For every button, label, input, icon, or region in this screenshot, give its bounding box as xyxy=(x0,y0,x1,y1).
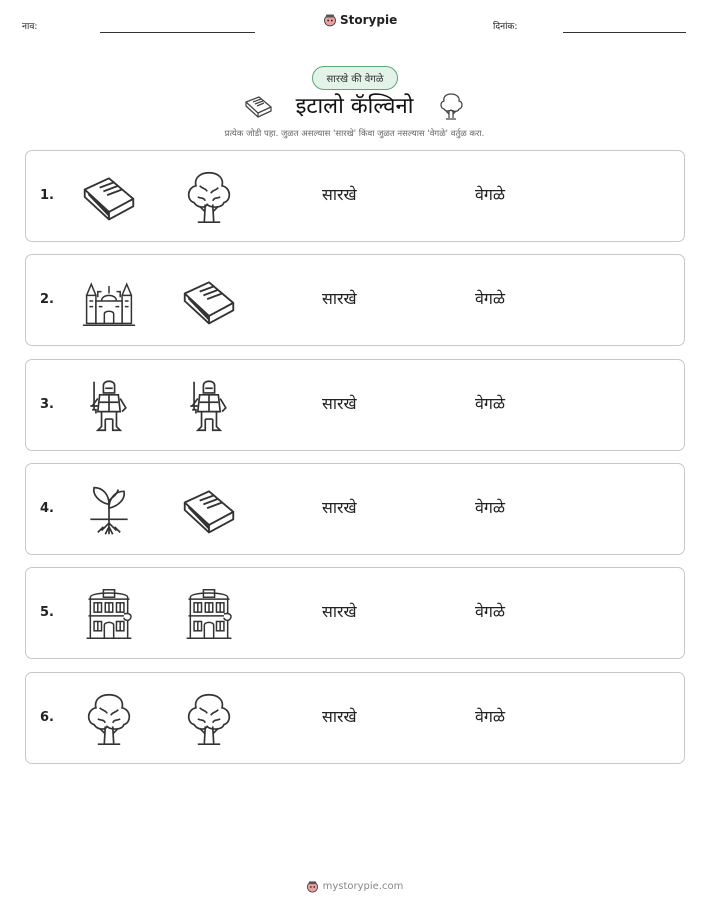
option-different[interactable]: वेगळे xyxy=(475,706,506,726)
exercise-row xyxy=(25,359,685,451)
row-number: 3. xyxy=(40,396,54,412)
option-same[interactable]: सारखे xyxy=(322,185,357,204)
option-same[interactable]: सारखे xyxy=(322,393,357,413)
option-different[interactable]: वेगळे xyxy=(475,602,506,622)
row-number: 4. xyxy=(40,500,54,516)
book-icon xyxy=(81,169,137,225)
footer-url[interactable]: mystorypie.com xyxy=(322,881,404,892)
option-same[interactable]: सारखे xyxy=(322,706,357,726)
row-number: 5. xyxy=(40,605,54,621)
date-label: दिनांक: xyxy=(493,22,518,32)
book-icon xyxy=(181,273,237,329)
date-line[interactable] xyxy=(563,32,686,33)
knight-icon xyxy=(181,378,237,434)
row-number: 1. xyxy=(40,188,54,203)
option-different[interactable]: वेगळे xyxy=(475,393,506,413)
worksheet-type-badge: सारखे की वेगळे xyxy=(312,66,398,90)
knight-icon xyxy=(81,378,137,434)
tree-icon xyxy=(181,691,237,747)
storypie-mascot-icon xyxy=(306,880,319,893)
house-icon xyxy=(81,586,137,642)
footer xyxy=(0,880,709,893)
exercise-row xyxy=(25,150,685,242)
castle-icon xyxy=(81,273,137,329)
name-line[interactable] xyxy=(100,32,255,33)
option-same[interactable]: सारखे xyxy=(322,602,357,622)
row-number: 2. xyxy=(40,292,54,308)
page-title: इटालो कॅल्विनो xyxy=(295,94,414,119)
row-number: 6. xyxy=(40,709,54,725)
tree-icon xyxy=(437,91,465,121)
option-same[interactable]: सारखे xyxy=(322,497,357,517)
house-icon xyxy=(181,586,237,642)
option-different[interactable]: वेगळे xyxy=(475,497,506,517)
book-icon xyxy=(181,482,237,538)
option-different[interactable]: वेगळे xyxy=(475,289,506,309)
instructions: प्रत्येक जोडी पहा. जुळत असल्यास 'सारखे' किंवा जुळत नसल्यास 'वेगळे' वर्तुळ करा. xyxy=(224,129,485,139)
brand-logo xyxy=(323,13,397,27)
exercise-row xyxy=(25,567,685,659)
exercise-row xyxy=(25,463,685,555)
storypie-mascot-icon xyxy=(323,13,337,27)
tree-icon xyxy=(81,691,137,747)
brand-name: Storypie xyxy=(340,13,398,27)
tree-icon xyxy=(181,169,237,225)
exercise-row xyxy=(25,672,685,764)
sprout-icon xyxy=(81,482,137,538)
option-different[interactable]: वेगळे xyxy=(475,185,506,204)
name-label: नाव: xyxy=(22,22,38,32)
exercise-row xyxy=(25,254,685,346)
option-same[interactable]: सारखे xyxy=(322,289,357,309)
